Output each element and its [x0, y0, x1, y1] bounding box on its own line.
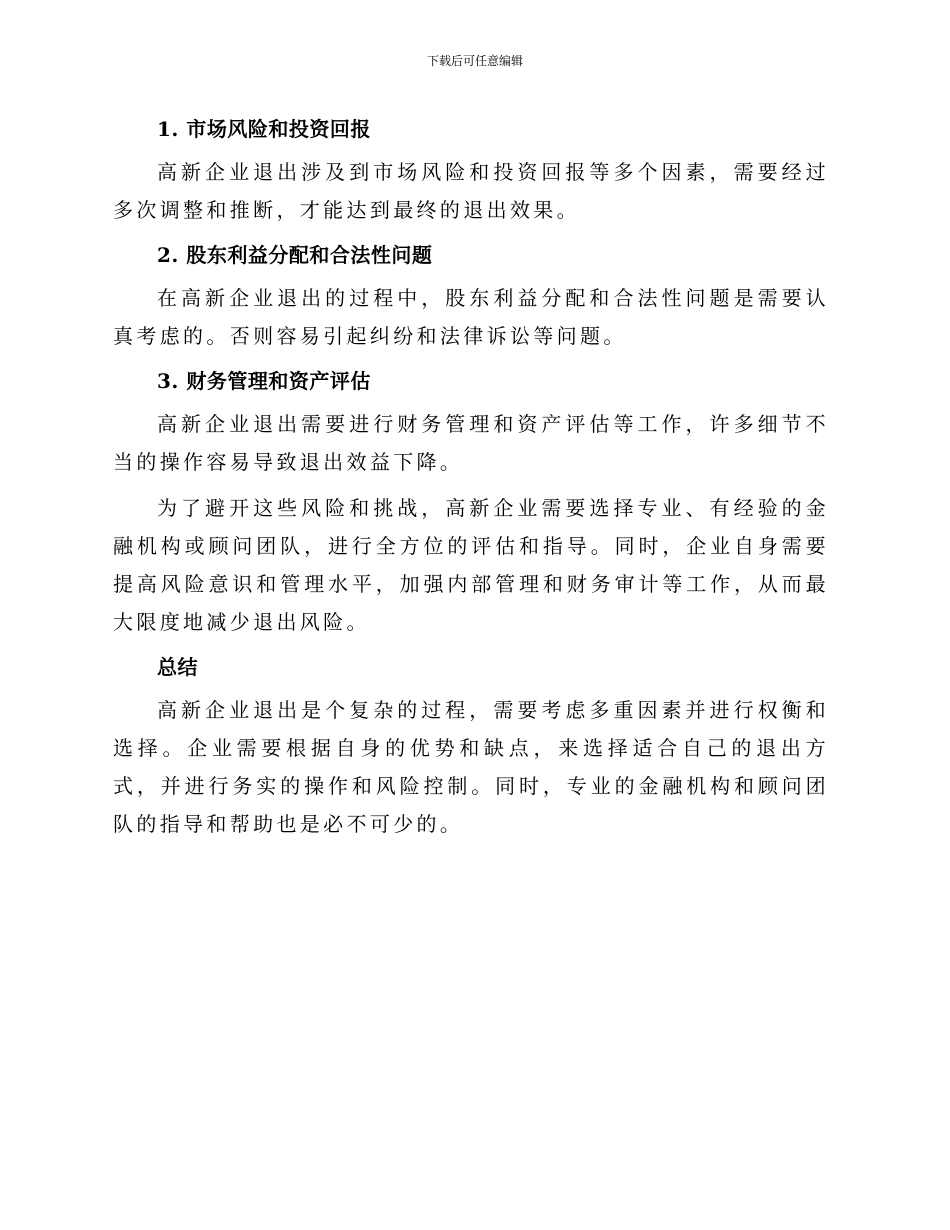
- page-header: 下载后可任意编辑: [426, 54, 523, 68]
- section-financial-management: [113, 363, 829, 649]
- paragraph: 为了避开这些风险和挑战，高新企业需要选择专业、有经验的金融机构或顾问团队，进行全方位的评估和指导。同时，企业自身需要提高风险意识和管理水平，加强内部管理和财务审计等工作，从而最大限度地减少退出风险。: [113, 496, 829, 634]
- paragraph: 高新企业退出需要进行财务管理和资产评估等工作，许多细节不当的操作容易导致退出效益下降。: [113, 412, 829, 474]
- section-market-risk: [113, 111, 829, 237]
- paragraph: 高新企业退出涉及到市场风险和投资回报等多个因素，需要经过多次调整和推断，才能达到最终的退出效果。: [113, 160, 829, 222]
- section-heading: 总结: [157, 655, 198, 679]
- section-heading: 2. 股东利益分配和合法性问题: [157, 243, 433, 267]
- paragraph: 在高新企业退出的过程中，股东利益分配和合法性问题是需要认真考虑的。否则容易引起纠纷和法律诉讼等问题。: [113, 286, 829, 348]
- document-body: [113, 111, 829, 843]
- paragraph: 高新企业退出是个复杂的过程，需要考虑多重因素并进行权衡和选择。企业需要根据自身的优势和缺点，来选择适合自己的退出方式，并进行务实的操作和风险控制。同时，专业的金融机构和顾问团队的指导和帮助也是必不可少的。: [113, 698, 829, 836]
- section-summary: [113, 649, 829, 843]
- section-heading: 1. 市场风险和投资回报: [157, 117, 371, 141]
- section-shareholder-interests: [113, 237, 829, 363]
- section-heading: 3. 财务管理和资产评估: [157, 369, 371, 393]
